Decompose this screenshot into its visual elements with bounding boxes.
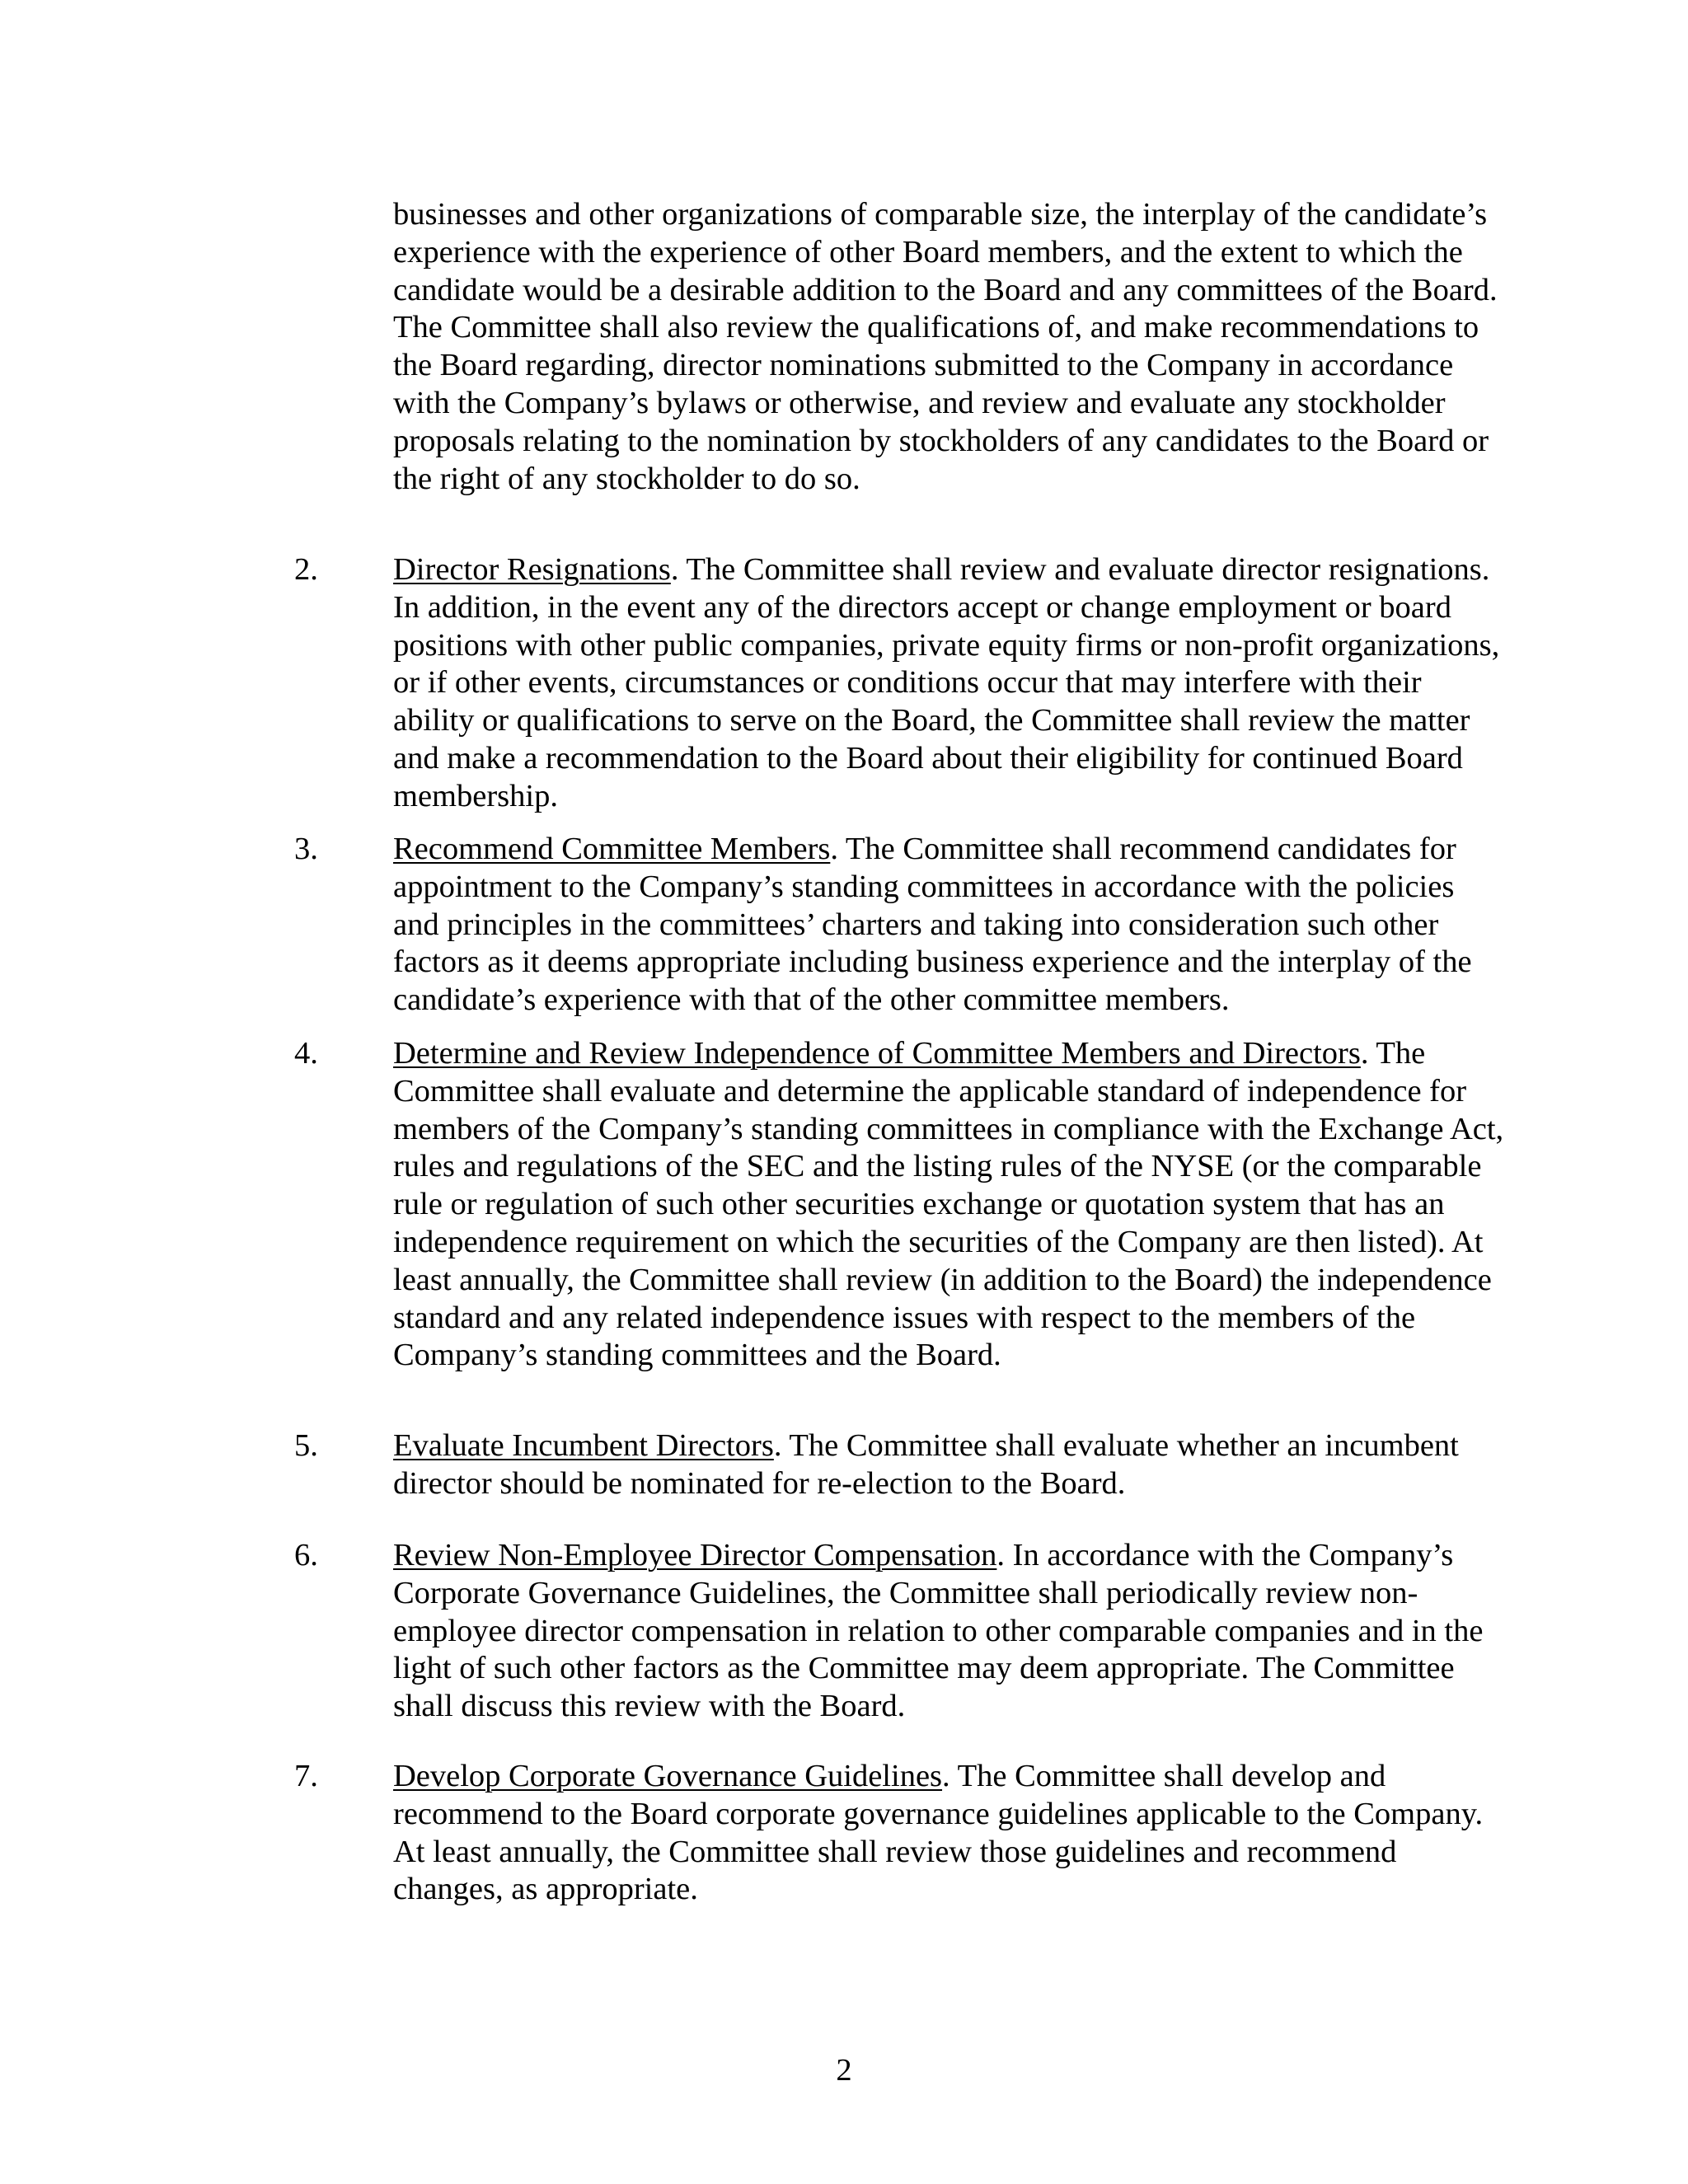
- item-heading: Evaluate Incumbent Directors: [393, 1428, 774, 1463]
- item-text: . The Committee shall recommend candidates for appointment to the Company’s standing committees in accordance with the policies and principles in the committees’ charters and taking into consideration such other factors as it deems appropriate including business experience and the interplay of the candidate’s experience with that of the other committee members.: [393, 832, 1472, 1018]
- item-text: . The Committee shall develop and recommend to the Board corporate governance guidelines applicable to the Company. At least annually, the Committee shall review those guidelines and recommend changes, as appropriate.: [393, 1759, 1484, 1907]
- item-heading: Director Resignations: [393, 552, 671, 587]
- item-number: 5.: [294, 1428, 318, 1463]
- item-body: [393, 1035, 1506, 1375]
- item-number: 3.: [294, 832, 318, 866]
- item-heading: Develop Corporate Governance Guidelines: [393, 1759, 943, 1793]
- item-number: 2.: [294, 552, 318, 587]
- item-text: . In accordance with the Company’s Corporate Governance Guidelines, the Committee shall periodically review non-employee director compensation in relation to other comparable companies and in the light of such other factors as the Committee may deem appropriate. The Committee shall discuss this review with the Board.: [393, 1538, 1484, 1724]
- item-body: [393, 1537, 1506, 1726]
- item-number: 6.: [294, 1538, 318, 1572]
- continuation-paragraph: businesses and other organizations of comparable size, the interplay of the candidate’s experience with the experience of other Board members, and the extent to which the candidate would be a desirable addition to the Board and any committees of the Board. The Committee shall also review the qualifications of, and make recommendations to the Board regarding, director nominations submitted to the Company in accordance with the Company’s bylaws or otherwise, and review and evaluate any stockholder proposals relating to the nomination by stockholders of any candidates to the Board or the right of any stockholder to do so.: [393, 197, 1498, 496]
- item-text: . The Committee shall evaluate and determine the applicable standard of independence for members of the Company’s standing committees in compliance with the Exchange Act, rules and regulations of the SEC and the listing rules of the NYSE (or the comparable rule or regulation of such other securities exchange or quotation system that has an independence requirement on which the securities of the Company are then listed). At least annually, the Committee shall review (in addition to the Board) the independence standard and any related independence issues with respect to the members of the Company’s standing committees and the Board.: [393, 1036, 1504, 1373]
- item-body: [393, 1427, 1506, 1503]
- item-heading: Review Non-Employee Director Compensation: [393, 1538, 997, 1572]
- item-text: . The Committee shall evaluate whether an incumbent director should be nominated for re-election to the Board.: [393, 1428, 1459, 1501]
- page-number: 2: [836, 2053, 852, 2088]
- item-number: 4.: [294, 1036, 318, 1071]
- item-heading: Determine and Review Independence of Committee Members and Directors: [393, 1036, 1361, 1071]
- item-body: [393, 831, 1506, 1019]
- item-text: . The Committee shall review and evaluate director resignations. In addition, in the event any of the directors accept or change employment or board positions with other public companies, private equity firms or non-profit organizations, or if other events, circumstances or conditions occur that may interfere with their ability or qualifications to serve on the Board, the Committee shall review the matter and make a recommendation to the Board about their eligibility for continued Board membership.: [393, 552, 1500, 813]
- item-body: [393, 551, 1506, 816]
- item-heading: Recommend Committee Members: [393, 832, 831, 866]
- item-number: 7.: [294, 1759, 318, 1793]
- item-body: [393, 1758, 1506, 1909]
